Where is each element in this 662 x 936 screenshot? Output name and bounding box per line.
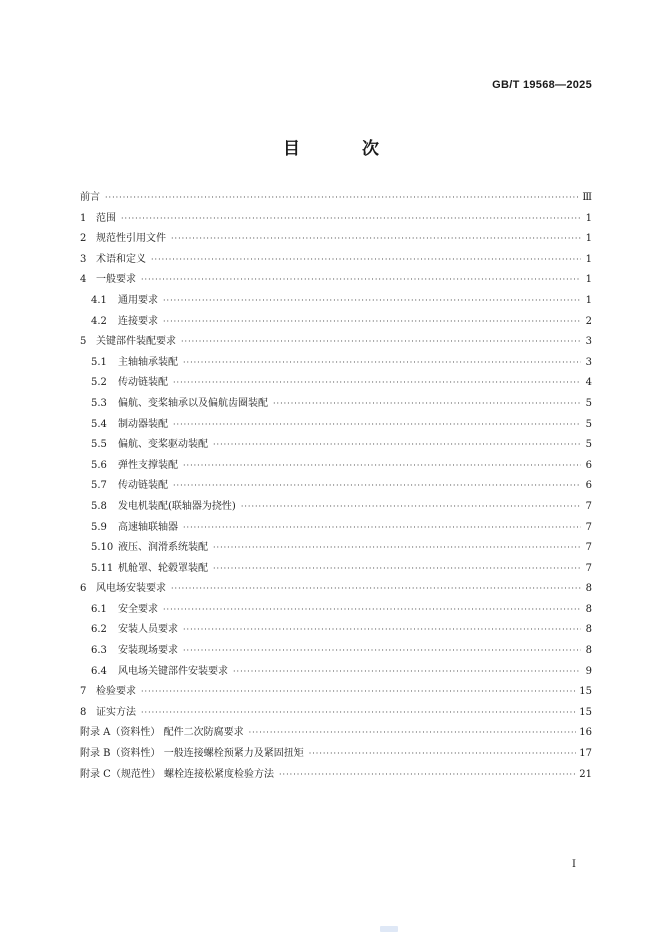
toc-entry[interactable]: [80, 394, 592, 415]
toc-leader-dots: [141, 703, 576, 724]
toc-entry-page: Ⅲ: [582, 192, 592, 203]
toc-entry-page: 7: [585, 562, 592, 574]
watermark-logo: [380, 926, 398, 932]
toc-entry-label: 弹性支撑装配: [118, 459, 178, 471]
toc-entry[interactable]: [80, 559, 592, 580]
toc-entry-page: 4: [585, 377, 592, 389]
toc-leader-dots: [173, 373, 581, 394]
toc-leader-dots: [181, 332, 581, 353]
toc-leader-dots: [141, 270, 581, 291]
toc-entry-label: 规范性引用文件: [96, 233, 166, 245]
toc-entry-number: 5.5: [91, 439, 107, 451]
toc-entry[interactable]: [80, 703, 592, 724]
toc-entry-page: 1: [585, 253, 592, 265]
toc-entry-page: 7: [585, 500, 592, 512]
page-number: Ⅰ: [572, 859, 576, 870]
toc-entry-number: 5.4: [91, 418, 107, 430]
toc-entry-label: 传动链装配: [118, 377, 168, 389]
toc-entry[interactable]: [80, 620, 592, 641]
toc-entry-number: 3: [80, 253, 87, 265]
toc-entry-label: 高速轴联轴器: [118, 521, 178, 533]
toc-entry[interactable]: [80, 662, 592, 683]
toc-entry-page: 7: [585, 542, 592, 554]
toc-entry-number: 5.11: [91, 562, 114, 574]
toc-entry[interactable]: [80, 209, 592, 230]
toc-entry[interactable]: [80, 682, 592, 703]
toc-entry-label: 附录 B（资料性） 一般连接螺栓预紧力及紧固扭矩: [80, 748, 304, 760]
toc-entry-label: 主轴轴承装配: [118, 356, 178, 368]
toc-entry[interactable]: [80, 518, 592, 539]
toc-leader-dots: [183, 620, 581, 641]
toc-entry-label: 液压、润滑系统装配: [118, 542, 208, 554]
toc-leader-dots: [213, 559, 581, 580]
toc-entry[interactable]: [80, 723, 592, 744]
toc-entry-number: 5.2: [91, 377, 107, 389]
toc-entry-label: 制动器装配: [118, 418, 168, 430]
toc-entry-page: 5: [585, 418, 592, 430]
toc-entry[interactable]: [80, 744, 592, 765]
toc-entry-number: 6: [80, 583, 87, 595]
table-of-contents: [80, 188, 592, 785]
toc-entry-label: 范围: [96, 212, 116, 224]
toc-leader-dots: [163, 312, 581, 333]
toc-entry-label: 风电场关键部件安装要求: [118, 665, 228, 677]
toc-entry-label: 安全要求: [118, 603, 158, 615]
toc-entry[interactable]: [80, 291, 592, 312]
toc-entry-label: 前言: [80, 192, 100, 203]
toc-leader-dots: [171, 229, 581, 250]
toc-leader-dots: [121, 209, 581, 230]
toc-entry[interactable]: [80, 600, 592, 621]
toc-entry-page: 8: [585, 583, 592, 595]
standard-number: GB/T 19568—2025: [492, 79, 592, 91]
toc-leader-dots: [279, 765, 576, 786]
toc-entry-label: 术语和定义: [96, 253, 146, 265]
toc-entry-page: 1: [585, 294, 592, 306]
toc-leader-dots: [309, 744, 577, 765]
toc-entry-label: 传动链装配: [118, 480, 168, 492]
toc-entry[interactable]: [80, 332, 592, 353]
toc-entry-label: 安装人员要求: [118, 624, 178, 636]
toc-entry-page: 8: [585, 624, 592, 636]
toc-entry[interactable]: [80, 270, 592, 291]
toc-entry-number: 6.4: [91, 665, 107, 677]
toc-entry-page: 5: [585, 439, 592, 451]
toc-leader-dots: [183, 456, 581, 477]
toc-entry[interactable]: [80, 435, 592, 456]
toc-entry-number: 5.10: [91, 542, 114, 554]
toc-entry-number: 6.2: [91, 624, 107, 636]
toc-entry[interactable]: [80, 229, 592, 250]
toc-leader-dots: [213, 538, 581, 559]
toc-entry-label: 通用要求: [118, 294, 158, 306]
toc-leader-dots: [141, 682, 576, 703]
toc-leader-dots: [173, 415, 581, 436]
toc-entry[interactable]: [80, 476, 592, 497]
toc-entry-page: 21: [579, 768, 592, 780]
toc-entry[interactable]: [80, 641, 592, 662]
toc-entry-page: 8: [585, 645, 592, 657]
toc-leader-dots: [183, 518, 581, 539]
toc-entry-number: 4.2: [91, 315, 107, 327]
toc-entry-page: 17: [579, 748, 592, 760]
toc-entry-page: 3: [585, 336, 592, 348]
toc-entry-page: 15: [579, 686, 592, 698]
toc-entry-number: 5: [80, 336, 87, 348]
toc-entry-number: 1: [80, 212, 87, 224]
toc-entry[interactable]: [80, 312, 592, 333]
toc-leader-dots: [171, 579, 581, 600]
toc-entry[interactable]: [80, 765, 592, 786]
toc-entry-page: 6: [585, 459, 592, 471]
toc-leader-dots: [151, 250, 581, 271]
toc-entry-label: 附录 C（规范性） 螺栓连接松紧度检验方法: [80, 768, 275, 780]
toc-entry[interactable]: [80, 188, 592, 209]
toc-leader-dots: [241, 497, 581, 518]
toc-entry[interactable]: [80, 353, 592, 374]
toc-entry-number: 5.6: [91, 459, 107, 471]
toc-entry-page: 9: [585, 665, 592, 677]
toc-entry-page: 16: [579, 727, 592, 739]
toc-entry-number: 5.3: [91, 397, 107, 409]
toc-entry-number: 5.9: [91, 521, 107, 533]
toc-entry-label: 一般要求: [96, 274, 136, 286]
toc-entry-number: 6.3: [91, 645, 107, 657]
toc-entry[interactable]: [80, 415, 592, 436]
toc-leader-dots: [105, 188, 579, 209]
toc-entry-label: 机舱罩、轮毂罩装配: [118, 562, 208, 574]
page-title: 目 次: [283, 139, 407, 159]
toc-entry-page: 7: [585, 521, 592, 533]
toc-leader-dots: [273, 394, 581, 415]
toc-entry-number: 8: [80, 706, 87, 718]
toc-entry-label: 证实方法: [96, 706, 136, 718]
toc-entry-label: 附录 A（资料性） 配件二次防腐要求: [80, 727, 244, 739]
toc-entry-page: 15: [579, 706, 592, 718]
toc-leader-dots: [249, 723, 577, 744]
toc-entry[interactable]: [80, 456, 592, 477]
toc-entry-label: 发电机装配(联轴器为挠性): [118, 500, 236, 512]
toc-entry-label: 偏航、变桨轴承以及偏航齿圈装配: [118, 397, 268, 409]
toc-entry-page: 1: [585, 233, 592, 245]
toc-entry-number: 6.1: [91, 603, 107, 615]
toc-leader-dots: [183, 353, 581, 374]
toc-entry-number: 5.1: [91, 356, 107, 368]
toc-entry-label: 检验要求: [96, 686, 136, 698]
toc-entry-page: 8: [585, 603, 592, 615]
toc-entry-page: 5: [585, 397, 592, 409]
toc-leader-dots: [163, 291, 581, 312]
toc-entry-number: 7: [80, 686, 87, 698]
toc-entry-label: 连接要求: [118, 315, 158, 327]
toc-leader-dots: [213, 435, 581, 456]
toc-entry[interactable]: [80, 250, 592, 271]
toc-entry-page: 1: [585, 212, 592, 224]
toc-leader-dots: [183, 641, 581, 662]
toc-entry[interactable]: [80, 538, 592, 559]
toc-entry-number: 5.8: [91, 500, 107, 512]
toc-entry-label: 偏航、变桨驱动装配: [118, 439, 208, 451]
toc-leader-dots: [163, 600, 581, 621]
toc-entry-page: 1: [585, 274, 592, 286]
toc-leader-dots: [233, 662, 581, 683]
toc-entry-number: 4.1: [91, 294, 107, 306]
toc-entry-page: 3: [585, 356, 592, 368]
toc-entry-page: 2: [585, 315, 592, 327]
toc-entry-number: 5.7: [91, 480, 107, 492]
toc-entry-number: 4: [80, 274, 87, 286]
toc-entry-label: 风电场安装要求: [96, 583, 166, 595]
toc-entry[interactable]: [80, 579, 592, 600]
toc-entry-page: 6: [585, 480, 592, 492]
toc-entry-number: 2: [80, 233, 87, 245]
toc-entry-label: 关键部件装配要求: [96, 336, 176, 348]
toc-entry[interactable]: [80, 497, 592, 518]
toc-leader-dots: [173, 476, 581, 497]
toc-entry-label: 安装现场要求: [118, 645, 178, 657]
toc-entry[interactable]: [80, 373, 592, 394]
